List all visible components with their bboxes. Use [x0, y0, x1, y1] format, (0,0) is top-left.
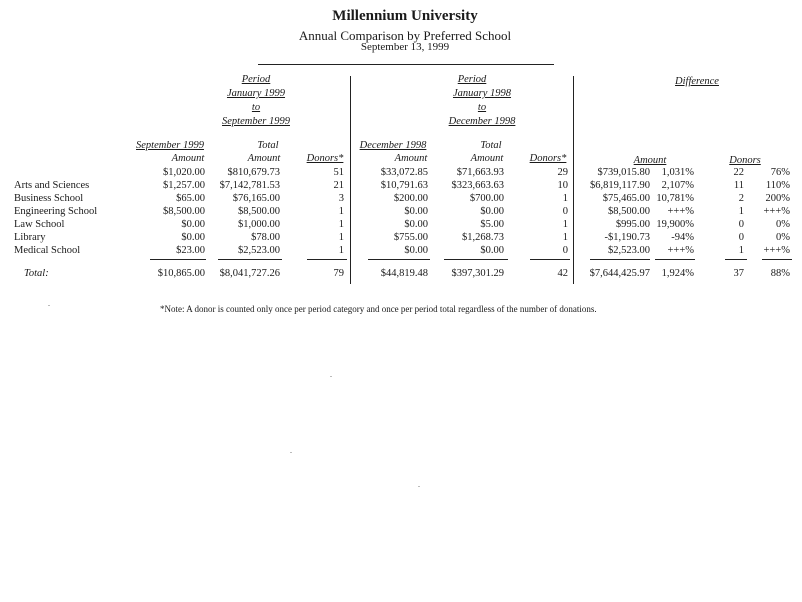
table-cell-diff-donors-pct: 110%: [765, 180, 790, 191]
table-cell-diff-donors-pct: 0%: [776, 232, 790, 243]
current-period-end: September 1999: [222, 116, 290, 127]
table-cell-sep: $65.00: [176, 193, 205, 204]
table-cell-dec: $10,791.63: [380, 180, 428, 191]
table-cell-cur-total: $7,142,781.53: [219, 180, 280, 191]
table-cell-cur-donors: 3: [338, 193, 344, 204]
header-prior-donors: Donors*: [529, 153, 567, 164]
table-cell-diff-pct: 2,107%: [661, 180, 694, 191]
total-rule-diff-pct: [655, 259, 695, 260]
row-label: Library: [14, 232, 46, 243]
total-sep: $10,865.00: [157, 268, 205, 279]
scan-speck: [418, 486, 420, 487]
footnote: *Note: A donor is counted only once per period category and once per period total regardless of the number of donations.: [160, 304, 597, 314]
table-cell-prior-donors: 1: [562, 232, 568, 243]
header-cur-amount: Amount: [247, 153, 281, 164]
table-cell-cur-total: $78.00: [251, 232, 280, 243]
prior-period-start: January 1998: [452, 88, 512, 99]
table-cell-cur-donors: 1: [338, 232, 344, 243]
total-cur-donors: 79: [333, 268, 344, 279]
row-label: Medical School: [14, 245, 81, 256]
prior-period-label: Period: [457, 74, 487, 85]
table-cell-diff-donors-pct: 76%: [770, 167, 790, 178]
table-cell-dec: $0.00: [404, 206, 428, 217]
table-cell-diff-donors-pct: +++%: [763, 206, 790, 217]
current-period-start: January 1999: [226, 88, 286, 99]
total-rule-diff-amount: [590, 259, 650, 260]
header-dec-amount: Amount: [394, 153, 428, 164]
table-cell-cur-donors: 21: [333, 180, 344, 191]
total-rule-cur-donors: [307, 259, 347, 260]
total-diff-amount: $7,644,425.97: [589, 268, 650, 279]
row-label: Arts and Sciences: [14, 180, 90, 191]
table-cell-dec: $200.00: [393, 193, 428, 204]
table-cell-cur-total: $2,523.00: [238, 245, 280, 256]
total-rule-diff-donors: [725, 259, 747, 260]
total-rule-prior-donors: [530, 259, 570, 260]
table-cell-prior-donors: 0: [562, 245, 568, 256]
table-cell-diff-amount: $2,523.00: [608, 245, 650, 256]
row-label: Business School: [14, 193, 84, 204]
table-cell-cur-donors: 1: [338, 245, 344, 256]
table-cell-diff-amount: -$1,190.73: [604, 232, 650, 243]
table-cell-prior-donors: 1: [562, 193, 568, 204]
table-cell-dec: $755.00: [393, 232, 428, 243]
current-period-to: to: [251, 102, 261, 113]
current-period-label: Period: [241, 74, 271, 85]
header-diff-donors: Donors: [729, 155, 761, 166]
table-cell-diff-pct: -94%: [671, 232, 694, 243]
table-cell-diff-donors: 0: [738, 232, 744, 243]
table-cell-sep: $1,020.00: [163, 167, 205, 178]
table-cell-diff-amount: $75,465.00: [602, 193, 650, 204]
column-separator-1: [350, 76, 351, 284]
table-cell-sep: $0.00: [181, 232, 205, 243]
header-sep-month: September 1999: [136, 140, 204, 151]
table-cell-diff-amount: $6,819,117.90: [590, 180, 650, 191]
table-cell-diff-donors-pct: +++%: [763, 245, 790, 256]
table-cell-sep: $23.00: [176, 245, 205, 256]
header-sep-amount: Amount: [171, 153, 205, 164]
total-cur-total: $8,041,727.26: [219, 268, 280, 279]
table-cell-diff-donors: 11: [733, 180, 744, 191]
header-cur-donors: Donors*: [306, 153, 344, 164]
title-underline: [258, 64, 554, 65]
table-cell-prior-total: $0.00: [480, 206, 504, 217]
table-cell-dec: $0.00: [404, 219, 428, 230]
table-cell-sep: $8,500.00: [163, 206, 205, 217]
total-diff-donors: 37: [733, 268, 744, 279]
total-prior-donors: 42: [557, 268, 568, 279]
table-cell-prior-total: $0.00: [480, 245, 504, 256]
table-cell-prior-donors: 10: [557, 180, 568, 191]
table-cell-sep: $0.00: [181, 219, 205, 230]
table-cell-diff-pct: 19,900%: [656, 219, 694, 230]
total-rule-sep: [150, 259, 206, 260]
table-cell-diff-pct: +++%: [667, 245, 694, 256]
prior-period-to: to: [477, 102, 487, 113]
table-cell-prior-donors: 29: [557, 167, 568, 178]
table-cell-diff-donors-pct: 200%: [765, 193, 790, 204]
table-cell-diff-donors: 1: [738, 206, 744, 217]
table-cell-sep: $1,257.00: [163, 180, 205, 191]
table-cell-cur-donors: 1: [338, 206, 344, 217]
table-cell-cur-total: $810,679.73: [227, 167, 280, 178]
total-diff-pct: 1,924%: [661, 268, 694, 279]
table-cell-diff-pct: 10,781%: [656, 193, 694, 204]
scan-speck: [290, 452, 292, 453]
table-cell-diff-amount: $995.00: [615, 219, 650, 230]
table-cell-dec: $0.00: [404, 245, 428, 256]
table-cell-diff-amount: $8,500.00: [608, 206, 650, 217]
table-cell-diff-amount: $739,015.80: [597, 167, 650, 178]
report-date: September 13, 1999: [360, 41, 450, 53]
table-cell-diff-pct: +++%: [667, 206, 694, 217]
scan-speck: [330, 376, 332, 377]
total-dec: $44,819.48: [380, 268, 428, 279]
table-cell-diff-donors: 0: [738, 219, 744, 230]
table-cell-prior-total: $1,268.73: [462, 232, 504, 243]
table-cell-prior-donors: 0: [562, 206, 568, 217]
table-cell-prior-total: $700.00: [469, 193, 504, 204]
report-title: Millennium University: [332, 8, 478, 24]
table-cell-diff-pct: 1,031%: [661, 167, 694, 178]
table-cell-diff-donors: 22: [733, 167, 744, 178]
table-cell-diff-donors: 2: [738, 193, 744, 204]
header-dec-month: December 1998: [359, 140, 427, 151]
table-cell-prior-total: $323,663.63: [451, 180, 504, 191]
total-rule-dec: [368, 259, 430, 260]
total-rule-prior-total: [444, 259, 508, 260]
table-cell-cur-donors: 1: [338, 219, 344, 230]
prior-period-end: December 1998: [448, 116, 516, 127]
table-cell-prior-donors: 1: [562, 219, 568, 230]
table-cell-prior-total: $71,663.93: [456, 167, 504, 178]
header-prior-total: Total: [480, 140, 502, 151]
total-rule-cur-total: [218, 259, 282, 260]
row-label: Engineering School: [14, 206, 98, 217]
scan-speck: [48, 305, 50, 306]
total-rule-diff-donors-pct: [762, 259, 792, 260]
row-label: Law School: [14, 219, 65, 230]
table-cell-cur-total: $8,500.00: [238, 206, 280, 217]
header-prior-amount: Amount: [470, 153, 504, 164]
header-diff-amount: Amount: [633, 155, 667, 166]
header-cur-total: Total: [257, 140, 279, 151]
column-separator-2: [573, 76, 574, 284]
table-cell-diff-donors: 1: [738, 245, 744, 256]
table-cell-prior-total: $5.00: [480, 219, 504, 230]
total-prior-total: $397,301.29: [451, 268, 504, 279]
table-cell-cur-donors: 51: [333, 167, 344, 178]
total-diff-donors-pct: 88%: [770, 268, 790, 279]
table-cell-diff-donors-pct: 0%: [776, 219, 790, 230]
table-cell-cur-total: $1,000.00: [238, 219, 280, 230]
difference-header: Difference: [675, 76, 719, 87]
table-cell-dec: $33,072.85: [380, 167, 428, 178]
table-cell-cur-total: $76,165.00: [232, 193, 280, 204]
total-label: Total:: [24, 268, 49, 279]
report-subtitle: Annual Comparison by Preferred School: [298, 28, 512, 43]
